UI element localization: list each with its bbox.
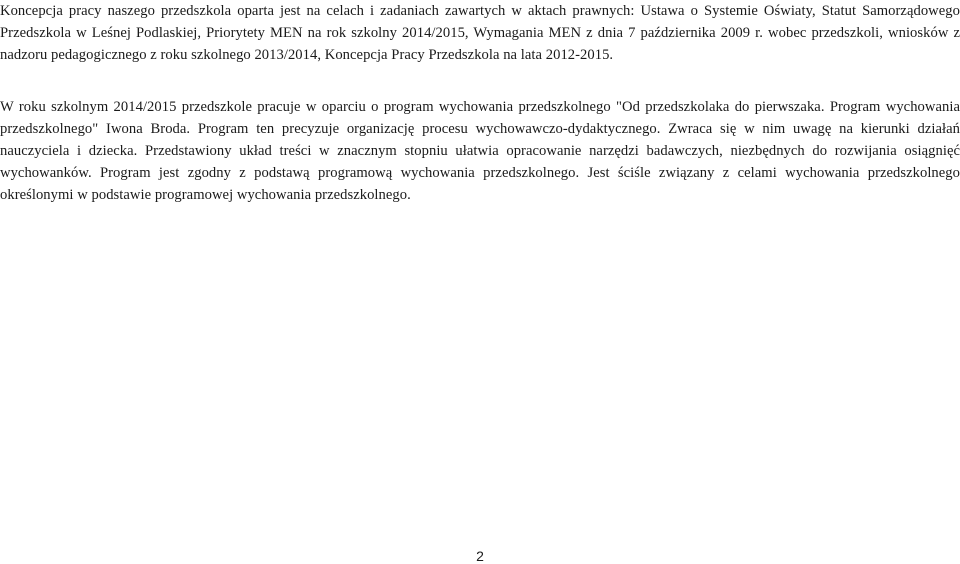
paragraph-line: określonymi w podstawie programowej wychowania przedszkolnego. xyxy=(0,187,411,203)
paragraph-line: W roku szkolnym 2014/2015 przedszkole pracuje w oparciu o program wychowania przedszkolnego "Od przedszkolaka do pierwszaka. Program wychowania xyxy=(0,99,960,115)
paragraph-line: nauczyciela i dziecka. Przedstawiony układ treści w znacznym stopniu ułatwia opracowanie narzędzi badawczych, niezbędnych do rozwijania osiągnięć xyxy=(0,143,960,159)
paragraph-line: nadzoru pedagogicznego z roku szkolnego 2013/2014, Koncepcja Pracy Przedszkola na lata 2012-2015. xyxy=(0,47,614,63)
paragraph-line: przedszkolnego" Iwona Broda. Program ten precyzuje organizację procesu wychowawczo-dydaktycznego. Zwraca się w nim uwagę na kierunki działań xyxy=(0,121,960,137)
paragraph-line: Koncepcja pracy naszego przedszkola oparta jest na celach i zadaniach zawartych w aktach prawnych: Ustawa o Systemie Oświaty, Statut Samorządowego xyxy=(0,3,960,19)
paragraph-line: Przedszkola w Leśnej Podlaskiej, Priorytety MEN na rok szkolny 2014/2015, Wymagania MEN z dnia 7 października 2009 r. wobec przedszkoli, wniosków z xyxy=(0,25,960,41)
paragraph-program xyxy=(0,96,960,206)
paragraph-line: wychowanków. Program jest zgodny z podstawą programową wychowania przedszkolnego. Jest ściśle związany z celami wychowania przedszkolnego xyxy=(0,165,960,181)
paragraph-concept xyxy=(0,0,960,66)
page-number: 2 xyxy=(476,548,484,564)
